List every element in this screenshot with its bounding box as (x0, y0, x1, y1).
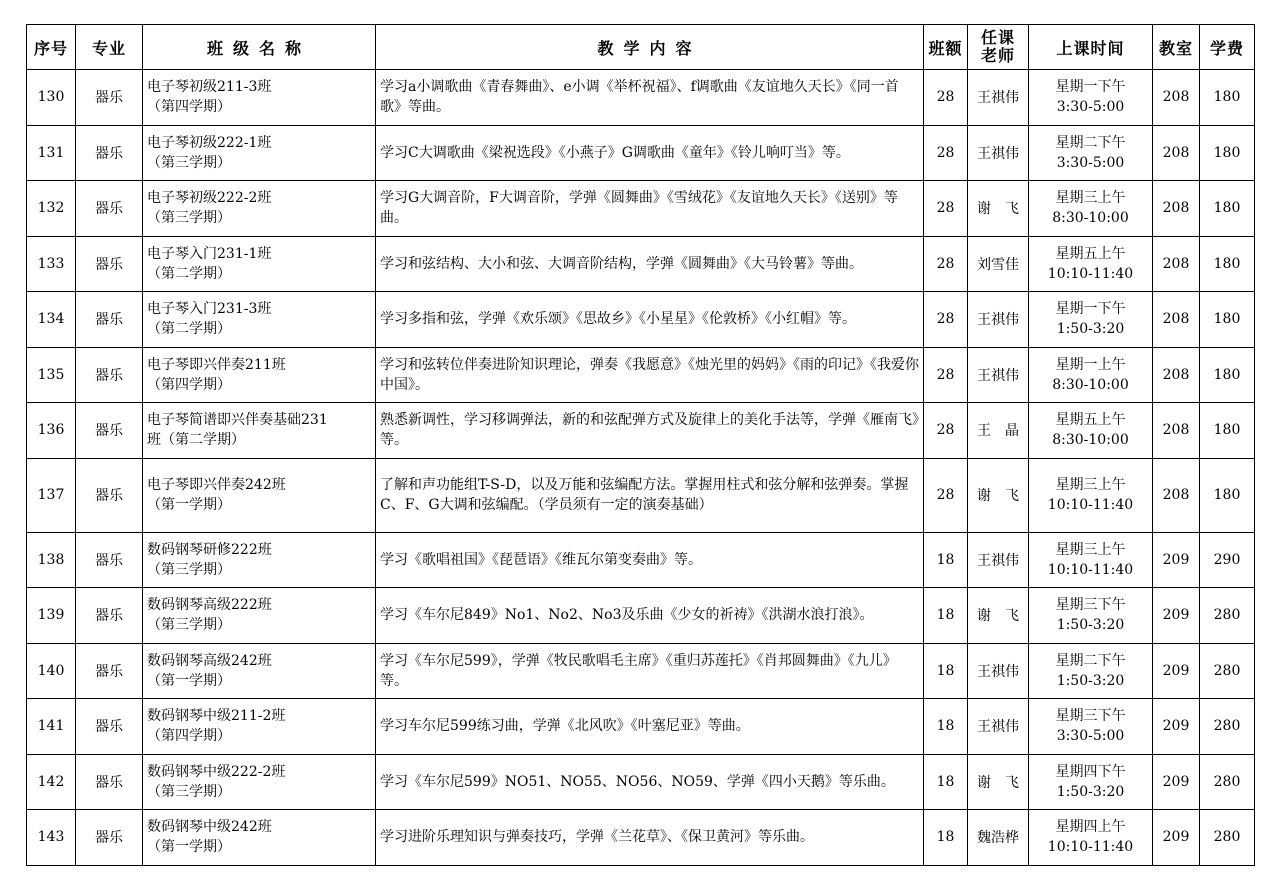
time-hours: 10:10-11:40 (1047, 497, 1134, 513)
class-name-line1: 数码钢琴研修222班 (147, 541, 272, 558)
cell-quota: 18 (924, 754, 968, 810)
class-name-line1: 数码钢琴中级211-2班 (147, 708, 286, 725)
cell-fee: 290 (1200, 532, 1255, 588)
cell-room: 208 (1153, 458, 1200, 532)
cell-teacher: 王祺伟 (968, 532, 1029, 588)
class-name-line1: 电子琴初级222-1班 (147, 134, 272, 151)
cell-seq: 134 (27, 292, 76, 348)
cell-content: 学习a小调歌曲《青春舞曲》、e小调《举杯祝福》、f调歌曲《友谊地久天长》《同一首歌》等曲。 (376, 70, 924, 126)
cell-teacher: 王祺伟 (968, 643, 1029, 699)
class-name-line2: （第三学期） (147, 210, 231, 227)
cell-room: 208 (1153, 292, 1200, 348)
class-name-line1: 数码钢琴高级242班 (147, 652, 272, 669)
time-hours: 3:30-5:00 (1056, 99, 1125, 116)
cell-content: 熟悉新调性，学习移调弹法，新的和弦配弹方式及旋律上的美化手法等，学弹《雁南飞》等。 (376, 403, 924, 459)
cell-fee: 180 (1200, 236, 1255, 292)
header-teacher-line2: 老师 (980, 46, 1015, 65)
cell-seq: 130 (27, 70, 76, 126)
time-day: 星期四上午 (1055, 819, 1126, 836)
cell-content: 学习多指和弦，学弹《欢乐颂》《思故乡》《小星星》《伦敦桥》《小红帽》等。 (376, 292, 924, 348)
cell-room: 208 (1153, 181, 1200, 237)
class-name-line2: （第一学期） (147, 497, 231, 513)
time-hours: 10:10-11:40 (1047, 265, 1134, 282)
cell-content: 学习G大调音阶，F大调音阶，学弹《圆舞曲》《雪绒花》《友谊地久天长》《送别》等曲。 (376, 181, 924, 237)
cell-major: 器乐 (76, 292, 143, 348)
class-name-line1: 电子琴简谱即兴伴奏基础231 (147, 412, 328, 429)
table-row (27, 754, 1255, 810)
table-row (27, 532, 1255, 588)
time-hours: 8:30-10:00 (1052, 432, 1129, 449)
cell-time (1029, 347, 1153, 403)
header-teacher-line1: 任课 (980, 28, 1015, 47)
time-hours: 1:50-3:20 (1056, 617, 1125, 634)
class-name-line1: 数码钢琴中级242班 (147, 819, 272, 836)
cell-teacher: 王祺伟 (968, 347, 1029, 403)
cell-major: 器乐 (76, 810, 143, 866)
cell-major: 器乐 (76, 181, 143, 237)
table-row (27, 292, 1255, 348)
cell-seq: 139 (27, 588, 76, 644)
class-name-line1: 数码钢琴中级222-2班 (147, 763, 286, 780)
table-row (27, 643, 1255, 699)
table-row (27, 699, 1255, 755)
class-name-line1: 电子琴即兴伴奏211班 (147, 356, 286, 373)
cell-quota: 18 (924, 643, 968, 699)
cell-class-name (143, 458, 376, 532)
class-name-line2: （第二学期） (147, 321, 231, 338)
cell-fee: 280 (1200, 754, 1255, 810)
header-teacher (968, 25, 1029, 70)
cell-content: 学习进阶乐理知识与弹奏技巧，学弹《兰花草》、《保卫黄河》等乐曲。 (376, 810, 924, 866)
cell-quota: 28 (924, 458, 968, 532)
table-row (27, 236, 1255, 292)
time-hours: 8:30-10:00 (1052, 376, 1129, 393)
time-day: 星期三下午 (1055, 708, 1126, 725)
header-content: 教学内容 (376, 25, 924, 70)
class-name-line2: （第四学期） (147, 728, 231, 745)
time-day: 星期一上午 (1055, 356, 1126, 373)
table-row (27, 810, 1255, 866)
class-name-line1: 电子琴即兴伴奏242班 (147, 477, 286, 493)
cell-seq: 133 (27, 236, 76, 292)
table-row (27, 181, 1255, 237)
header-major: 专业 (76, 25, 143, 70)
header-room: 教室 (1153, 25, 1200, 70)
class-name-line1: 电子琴初级222-2班 (147, 190, 272, 207)
cell-content: 学习《车尔尼599》NO51、NO55、NO56、NO59、学弹《四小天鹅》等乐曲。 (376, 754, 924, 810)
cell-room: 208 (1153, 70, 1200, 126)
cell-major: 器乐 (76, 699, 143, 755)
cell-content: 学习《车尔尼599》，学弹《牧民歌唱毛主席》《重归苏莲托》《肖邦圆舞曲》《九儿》等。 (376, 643, 924, 699)
cell-quota: 18 (924, 699, 968, 755)
time-day: 星期一下午 (1055, 79, 1126, 96)
time-day: 星期三上午 (1055, 190, 1126, 207)
cell-major: 器乐 (76, 643, 143, 699)
cell-content: 学习和弦结构、大小和弦、大调音阶结构，学弹《圆舞曲》《大马铃薯》等曲。 (376, 236, 924, 292)
cell-class-name (143, 699, 376, 755)
cell-fee: 180 (1200, 125, 1255, 181)
cell-room: 209 (1153, 754, 1200, 810)
table-row (27, 70, 1255, 126)
class-name-line2: （第四学期） (147, 99, 231, 116)
table-row (27, 125, 1255, 181)
cell-teacher: 王 晶 (968, 403, 1029, 459)
cell-time (1029, 292, 1153, 348)
class-name-line2: （第三学期） (147, 617, 231, 634)
time-hours: 1:50-3:20 (1056, 321, 1125, 338)
cell-fee: 180 (1200, 181, 1255, 237)
cell-time (1029, 125, 1153, 181)
header-quota: 班额 (924, 25, 968, 70)
cell-teacher: 谢 飞 (968, 458, 1029, 532)
cell-class-name (143, 754, 376, 810)
cell-content: 学习《车尔尼849》No1、No2、No3及乐曲《少女的祈祷》《洪湖水浪打浪》。 (376, 588, 924, 644)
cell-fee: 280 (1200, 810, 1255, 866)
cell-major: 器乐 (76, 458, 143, 532)
cell-seq: 138 (27, 532, 76, 588)
time-hours: 3:30-5:00 (1056, 154, 1125, 171)
cell-time (1029, 643, 1153, 699)
class-name-line2: （第四学期） (147, 376, 231, 393)
cell-fee: 180 (1200, 292, 1255, 348)
cell-class-name (143, 643, 376, 699)
cell-fee: 180 (1200, 347, 1255, 403)
cell-room: 209 (1153, 699, 1200, 755)
cell-class-name (143, 70, 376, 126)
class-name-line2: （第三学期） (147, 154, 231, 171)
cell-class-name (143, 236, 376, 292)
cell-seq: 141 (27, 699, 76, 755)
cell-major: 器乐 (76, 532, 143, 588)
cell-teacher: 王祺伟 (968, 699, 1029, 755)
cell-fee: 180 (1200, 458, 1255, 532)
class-name-line2: （第一学期） (147, 839, 231, 856)
cell-seq: 142 (27, 754, 76, 810)
cell-class-name (143, 292, 376, 348)
time-hours: 10:10-11:40 (1047, 839, 1134, 856)
cell-teacher: 谢 飞 (968, 588, 1029, 644)
cell-class-name (143, 588, 376, 644)
time-day: 星期三上午 (1055, 541, 1126, 558)
cell-teacher: 魏浩桦 (968, 810, 1029, 866)
cell-quota: 28 (924, 236, 968, 292)
cell-class-name (143, 347, 376, 403)
cell-class-name (143, 403, 376, 459)
class-name-line2: （第三学期） (147, 783, 231, 800)
cell-seq: 131 (27, 125, 76, 181)
cell-class-name (143, 181, 376, 237)
course-table (26, 24, 1255, 866)
cell-fee: 280 (1200, 699, 1255, 755)
header-class-name: 班级名称 (143, 25, 376, 70)
cell-time (1029, 181, 1153, 237)
table-body (27, 70, 1255, 866)
time-hours: 3:30-5:00 (1056, 728, 1125, 745)
time-day: 星期二下午 (1055, 134, 1126, 151)
cell-room: 209 (1153, 810, 1200, 866)
cell-room: 209 (1153, 532, 1200, 588)
class-name-line2: （第一学期） (147, 672, 231, 689)
class-name-line2: （第二学期） (147, 265, 231, 282)
cell-fee: 280 (1200, 643, 1255, 699)
time-day: 星期一下午 (1055, 301, 1126, 318)
cell-content: 学习《歌唱祖国》《琵琶语》《维瓦尔第变奏曲》等。 (376, 532, 924, 588)
time-day: 星期三上午 (1055, 477, 1126, 493)
cell-fee: 280 (1200, 588, 1255, 644)
class-name-line1: 电子琴入门231-1班 (147, 245, 272, 262)
cell-room: 208 (1153, 403, 1200, 459)
header-fee: 学费 (1200, 25, 1255, 70)
cell-teacher: 王祺伟 (968, 125, 1029, 181)
cell-quota: 28 (924, 181, 968, 237)
table-row (27, 458, 1255, 532)
cell-fee: 180 (1200, 70, 1255, 126)
table-row (27, 403, 1255, 459)
cell-teacher: 刘雪佳 (968, 236, 1029, 292)
class-name-line2: （第三学期） (147, 561, 231, 578)
cell-quota: 18 (924, 810, 968, 866)
cell-content: 学习C大调歌曲《梁祝选段》《小燕子》G调歌曲《童年》《铃儿响叮当》等。 (376, 125, 924, 181)
cell-time (1029, 236, 1153, 292)
cell-quota: 18 (924, 532, 968, 588)
cell-time (1029, 532, 1153, 588)
cell-content: 了解和声功能组T-S-D，以及万能和弦编配方法。掌握用柱式和弦分解和弦弹奏。掌握C、F、G大调和弦编配。（学员须有一定的演奏基础） (376, 458, 924, 532)
class-name-line1: 电子琴初级211-3班 (147, 79, 272, 96)
cell-seq: 135 (27, 347, 76, 403)
cell-seq: 143 (27, 810, 76, 866)
cell-major: 器乐 (76, 403, 143, 459)
cell-time (1029, 70, 1153, 126)
class-name-line2: 班（第二学期） (147, 432, 245, 449)
time-day: 星期二下午 (1055, 652, 1126, 669)
header-seq: 序号 (27, 25, 76, 70)
cell-quota: 28 (924, 125, 968, 181)
cell-teacher: 谢 飞 (968, 181, 1029, 237)
cell-major: 器乐 (76, 754, 143, 810)
cell-major: 器乐 (76, 347, 143, 403)
cell-seq: 136 (27, 403, 76, 459)
cell-quota: 28 (924, 403, 968, 459)
time-hours: 10:10-11:40 (1047, 561, 1134, 578)
cell-major: 器乐 (76, 588, 143, 644)
cell-time (1029, 403, 1153, 459)
time-hours: 8:30-10:00 (1052, 210, 1129, 227)
cell-fee: 180 (1200, 403, 1255, 459)
cell-room: 209 (1153, 588, 1200, 644)
cell-seq: 140 (27, 643, 76, 699)
cell-quota: 28 (924, 347, 968, 403)
time-day: 星期四下午 (1055, 763, 1126, 780)
table-row (27, 588, 1255, 644)
cell-class-name (143, 810, 376, 866)
time-day: 星期五上午 (1055, 245, 1126, 262)
time-hours: 1:50-3:20 (1056, 783, 1125, 800)
cell-seq: 137 (27, 458, 76, 532)
cell-major: 器乐 (76, 125, 143, 181)
table-row (27, 347, 1255, 403)
class-name-line1: 数码钢琴高级222班 (147, 597, 272, 614)
cell-quota: 18 (924, 588, 968, 644)
cell-room: 208 (1153, 236, 1200, 292)
time-day: 星期五上午 (1055, 412, 1126, 429)
cell-time (1029, 754, 1153, 810)
cell-time (1029, 810, 1153, 866)
cell-major: 器乐 (76, 236, 143, 292)
cell-teacher: 王祺伟 (968, 70, 1029, 126)
cell-room: 208 (1153, 347, 1200, 403)
cell-class-name (143, 125, 376, 181)
cell-content: 学习车尔尼599练习曲，学弹《北风吹》《叶塞尼亚》等曲。 (376, 699, 924, 755)
course-schedule-sheet (26, 24, 1254, 866)
time-day: 星期三下午 (1055, 597, 1126, 614)
cell-quota: 28 (924, 292, 968, 348)
header-row (27, 25, 1255, 70)
header-time: 上课时间 (1029, 25, 1153, 70)
cell-time (1029, 458, 1153, 532)
cell-room: 209 (1153, 643, 1200, 699)
cell-quota: 28 (924, 70, 968, 126)
cell-time (1029, 588, 1153, 644)
cell-teacher: 谢 飞 (968, 754, 1029, 810)
cell-seq: 132 (27, 181, 76, 237)
cell-teacher: 王祺伟 (968, 292, 1029, 348)
cell-room: 208 (1153, 125, 1200, 181)
cell-content: 学习和弦转位伴奏进阶知识理论，弹奏《我愿意》《烛光里的妈妈》《雨的印记》《我爱你中国》。 (376, 347, 924, 403)
time-hours: 1:50-3:20 (1056, 672, 1125, 689)
cell-class-name (143, 532, 376, 588)
class-name-line1: 电子琴入门231-3班 (147, 301, 272, 318)
cell-time (1029, 699, 1153, 755)
cell-major: 器乐 (76, 70, 143, 126)
